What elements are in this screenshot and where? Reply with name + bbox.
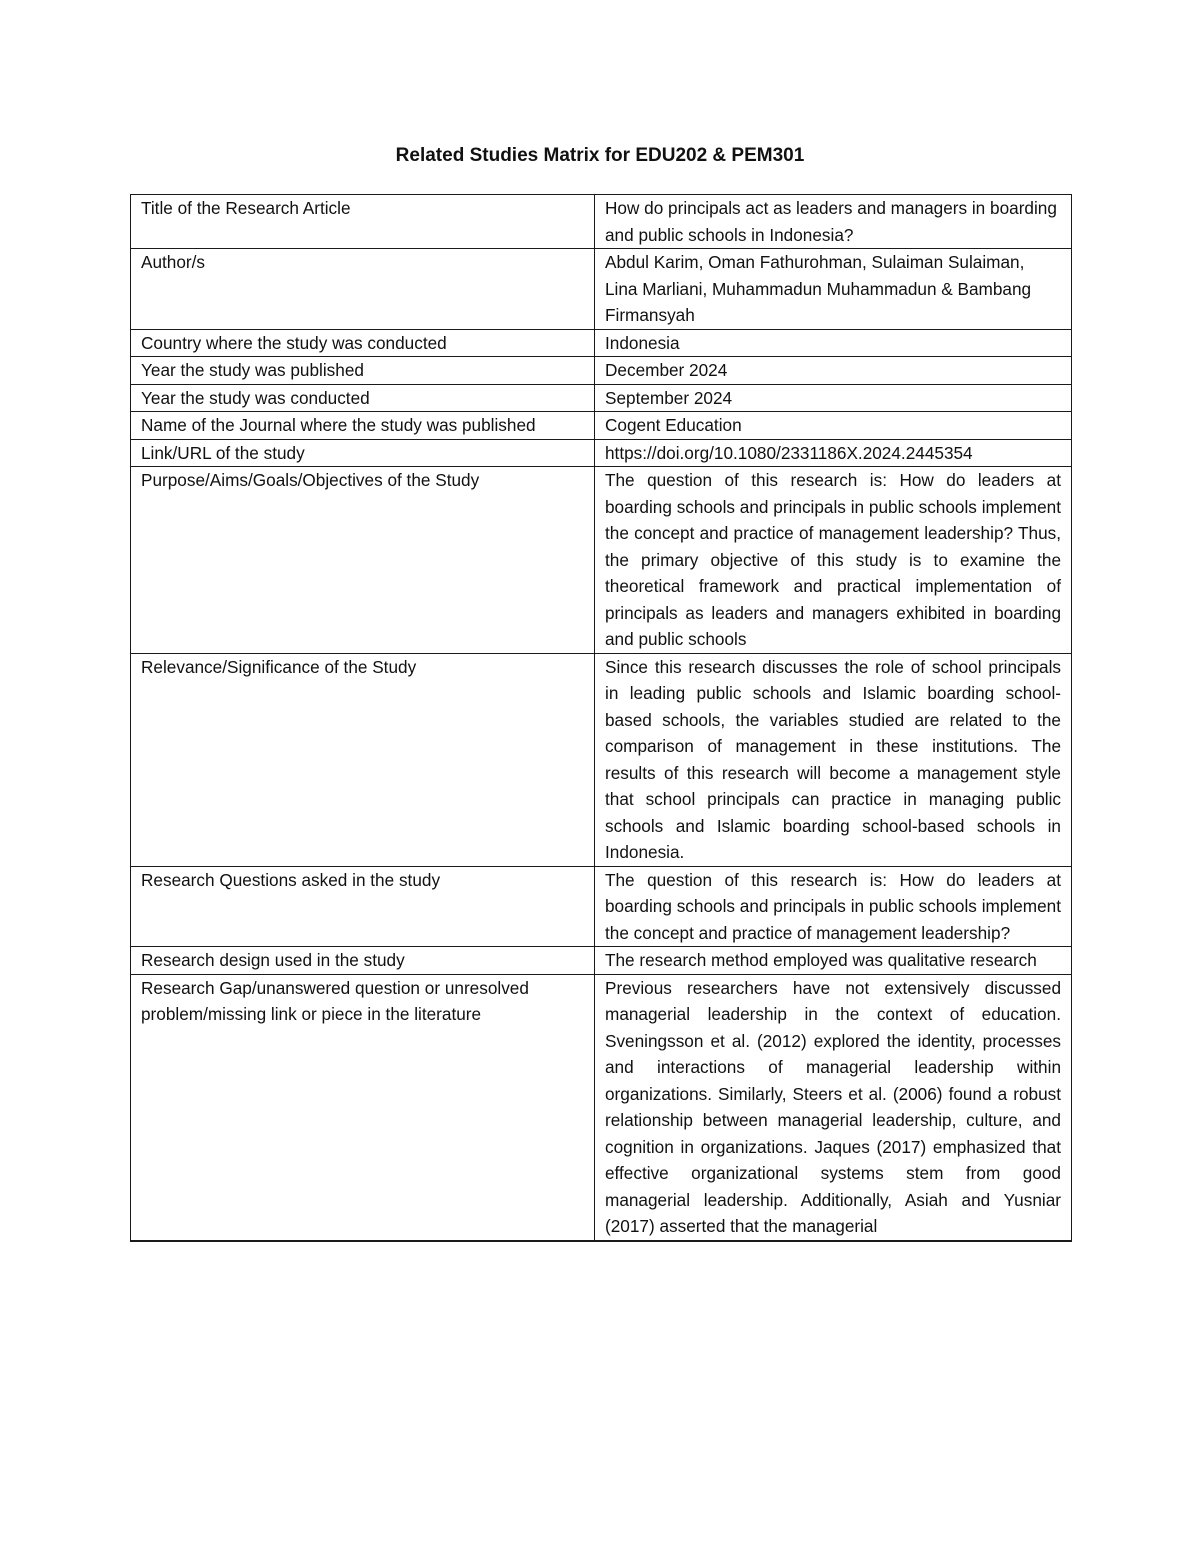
row-research-design [131,947,1072,975]
related-studies-matrix [130,194,1072,1242]
document-title: Related Studies Matrix for EDU202 & PEM301 [395,145,805,166]
row-label: Year the study was published [131,357,595,385]
row-journal [131,412,1072,440]
row-label: Name of the Journal where the study was published [131,412,595,440]
row-label: Research design used in the study [131,947,595,975]
row-value: Abdul Karim, Oman Fathurohman, Sulaiman Sulaiman, Lina Marliani, Muhammadun Muhammadun & Bambang Firmansyah [595,249,1072,330]
row-label: Link/URL of the study [131,439,595,467]
row-label: Author/s [131,249,595,330]
row-label: Research Questions asked in the study [131,866,595,947]
row-value: Previous researchers have not extensively discussed managerial leadership in the context of education. Sveningsson et al. (2012) explored the identity, processes and interactions of managerial leadership within organizations. Similarly, Steers et al. (2006) found a robust relationship between managerial leadership, culture, and cognition in organizations. Jaques (2017) emphasized that effective organizational systems stem from good managerial leadership. Additionally, Asiah and Yusniar (2017) asserted that the managerial [595,974,1072,1241]
row-label: Year the study was conducted [131,384,595,412]
row-label: Research Gap/unanswered question or unresolved problem/missing link or piece in the literature [131,974,595,1241]
row-authors [131,249,1072,330]
row-value-link: https://doi.org/10.1080/2331186X.2024.2445354 [595,439,1072,467]
row-research-questions [131,866,1072,947]
row-link [131,439,1072,467]
row-value: Indonesia [595,329,1072,357]
row-value: September 2024 [595,384,1072,412]
row-value: The question of this research is: How do leaders at boarding schools and principals in public schools implement the concept and practice of management leadership? Thus, the primary objective of this study is to examine the theoretical framework and practical implementation of principals as leaders and managers exhibited in boarding and public schools [595,467,1072,654]
row-label: Relevance/Significance of the Study [131,653,595,866]
row-value: Cogent Education [595,412,1072,440]
row-label: Title of the Research Article [131,195,595,249]
row-research-gap [131,974,1072,1241]
row-title [131,195,1072,249]
row-value: December 2024 [595,357,1072,385]
row-year-published [131,357,1072,385]
row-value: How do principals act as leaders and managers in boarding and public schools in Indonesia? [595,195,1072,249]
row-purpose [131,467,1072,654]
row-value: The question of this research is: How do leaders at boarding schools and principals in public schools implement the concept and practice of management leadership? [595,866,1072,947]
row-relevance [131,653,1072,866]
row-country [131,329,1072,357]
row-value: The research method employed was qualitative research [595,947,1072,975]
row-label: Country where the study was conducted [131,329,595,357]
row-label: Purpose/Aims/Goals/Objectives of the Study [131,467,595,654]
row-year-conducted [131,384,1072,412]
row-value: Since this research discusses the role of school principals in leading public schools and Islamic boarding school-based schools, the variables studied are related to the comparison of management in these institutions. The results of this research will become a management style that school principals can practice in managing public schools and Islamic boarding school-based schools in Indonesia. [595,653,1072,866]
